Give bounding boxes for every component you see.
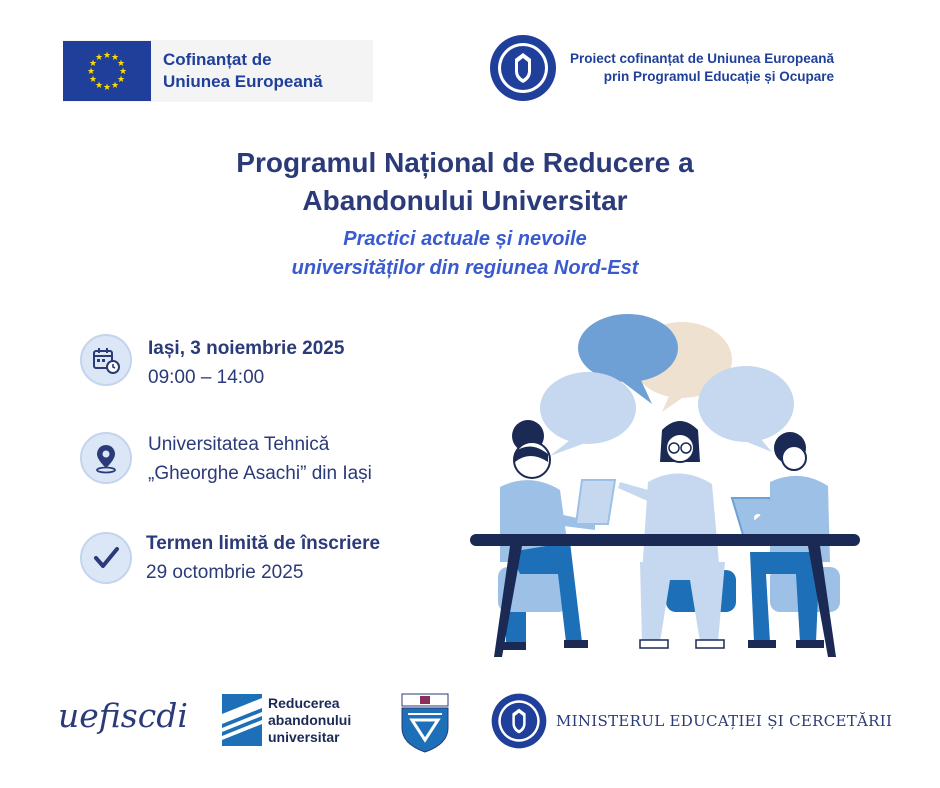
deadline-block xyxy=(146,529,380,587)
subtitle-line1: Practici actuale și nevoile xyxy=(343,228,587,250)
rau-mark-icon xyxy=(222,694,262,746)
svg-text:★: ★ xyxy=(118,67,128,77)
eu-cofinanced-logo xyxy=(63,40,373,102)
eu-logo-line2: Uniunea Europeană xyxy=(163,72,323,91)
svg-text:★: ★ xyxy=(102,51,112,61)
university-crest-icon xyxy=(398,692,452,756)
svg-text:★: ★ xyxy=(88,59,98,69)
svg-text:★: ★ xyxy=(94,53,104,63)
ministry-seal-icon xyxy=(490,692,548,750)
svg-text:★: ★ xyxy=(102,83,112,93)
svg-text:★: ★ xyxy=(86,67,96,77)
event-date-block xyxy=(148,334,344,392)
event-location-block xyxy=(148,430,372,488)
ministry-name: MINISTERUL EDUCAȚIEI ȘI CERCETĂRII xyxy=(556,712,893,730)
svg-text:★: ★ xyxy=(116,75,126,85)
page-title-line2: Abandonului Universitar xyxy=(302,185,628,216)
rau-line2: abandonului xyxy=(268,711,352,728)
calendar-clock-icon xyxy=(80,334,132,386)
page-title-line1: Programul Național de Reducere a xyxy=(236,147,694,178)
event-location-line1: Universitatea Tehnică xyxy=(148,434,330,455)
rau-logo xyxy=(222,694,351,746)
eu-logo-line1: Cofinanțat de xyxy=(163,50,272,69)
uefiscdi-logo: uefiscdi xyxy=(58,696,188,735)
svg-text:★: ★ xyxy=(94,81,104,91)
svg-text:★: ★ xyxy=(88,75,98,85)
deadline-date: 29 octombrie 2025 xyxy=(146,562,304,583)
gov-header xyxy=(488,33,834,103)
location-pin-icon xyxy=(80,432,132,484)
event-location-line2: „Gheorghe Asachi” din Iași xyxy=(148,463,372,484)
svg-text:★: ★ xyxy=(116,59,126,69)
event-time: 09:00 – 14:00 xyxy=(148,367,265,388)
ministry-logo xyxy=(490,692,892,750)
eu-flag-icon xyxy=(63,41,151,101)
project-text-line1: Proiect cofinanțat de Uniunea Europeană xyxy=(570,51,835,66)
meeting-illustration xyxy=(470,312,860,662)
svg-text:★: ★ xyxy=(110,53,120,63)
checkmark-icon xyxy=(80,532,132,584)
deadline-label: Termen limită de înscriere xyxy=(146,533,381,554)
subtitle-line2: universităților din regiunea Nord-Est xyxy=(291,257,639,279)
rau-line1: Reducerea xyxy=(268,694,340,711)
project-text-line2: prin Programul Educație și Ocupare xyxy=(603,69,835,84)
gov-seal-icon xyxy=(488,33,558,103)
event-date: Iași, 3 noiembrie 2025 xyxy=(148,338,345,359)
svg-text:★: ★ xyxy=(110,81,120,91)
rau-line3: universitar xyxy=(268,728,340,745)
